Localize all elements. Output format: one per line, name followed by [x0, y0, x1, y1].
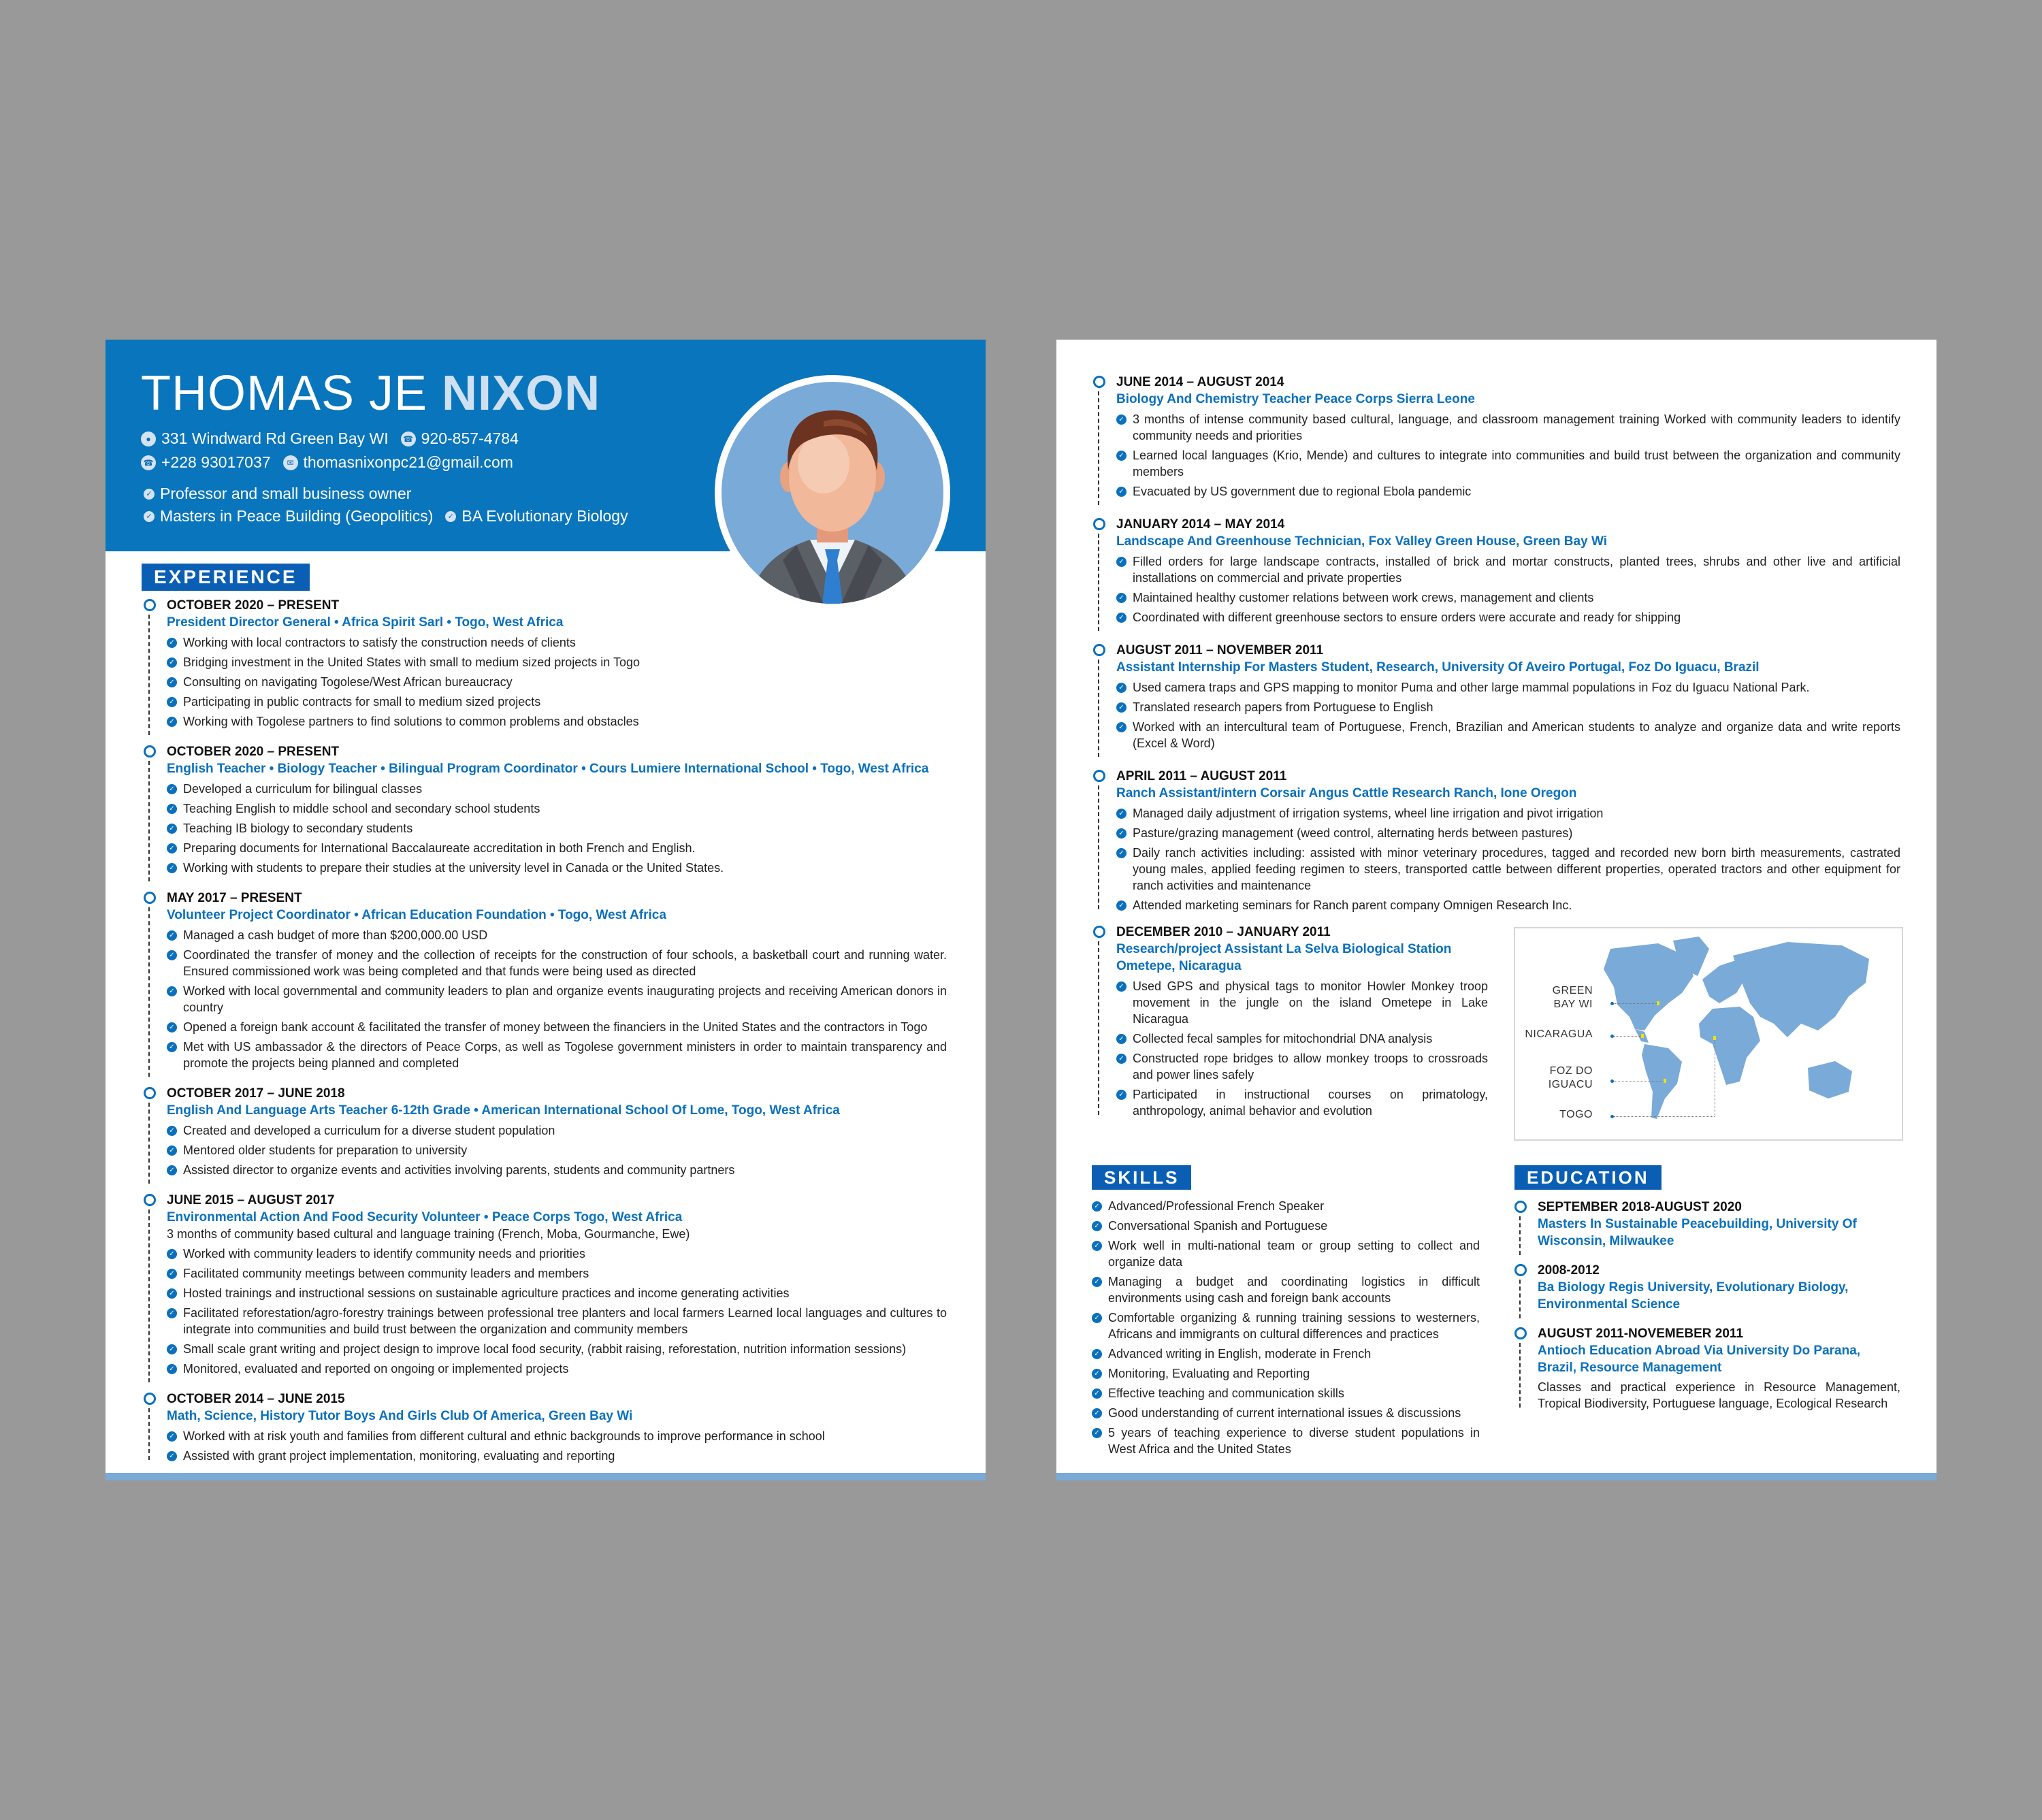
check-circle-icon: ✓ — [1116, 1054, 1127, 1064]
map-label-nicaragua: NICARAGUA — [1525, 1028, 1593, 1040]
avatar — [715, 375, 950, 611]
check-circle-icon: ✓ — [1116, 848, 1127, 858]
skill-item: ✓ Conversational Spanish and Portuguese — [1092, 1218, 1480, 1234]
check-circle-icon: ✓ — [1092, 1369, 1102, 1379]
entry-date: AUGUST 2011 – NOVEMBER 2011 — [1116, 643, 1324, 657]
entry-bullets — [1116, 805, 1900, 913]
check-circle-icon: ✓ — [167, 824, 177, 834]
skill-item: ✓ Advanced writing in English, moderate in French — [1092, 1346, 1480, 1362]
entry-date: OCTOBER 2020 – PRESENT — [167, 598, 340, 613]
contact-email[interactable]: ✉ thomasnixonpc21@gmail.com — [283, 453, 513, 472]
timeline-entry — [1093, 924, 1488, 1119]
timeline-ring-icon — [1514, 1264, 1527, 1276]
email-icon: ✉ — [283, 455, 298, 470]
location-pin-icon: ● — [141, 432, 156, 446]
entry-date: APRIL 2011 – AUGUST 2011 — [1116, 769, 1287, 783]
skills-list — [1092, 1195, 1480, 1457]
entry-date: AUGUST 2011-NOVEMEBER 2011 — [1538, 1327, 1744, 1341]
check-circle-icon: ✓ — [1116, 613, 1127, 623]
skill-item: ✓ Good understanding of current international issues & discussions — [1092, 1405, 1480, 1421]
timeline-ring-icon — [144, 1194, 156, 1206]
section-label-education: EDUCATION — [1514, 1165, 1662, 1190]
map-label-green-bay: GREEN BAY WI — [1552, 985, 1593, 1010]
check-circle-icon: ✓ — [1116, 593, 1127, 603]
bullet-item: ✓ Filled orders for large landscape contracts, installed of brick and mortar constructs, planted trees, shrubs and other live and artificial installations on commercial and private properties — [1116, 553, 1900, 586]
timeline-entry — [1093, 768, 1900, 913]
skill-item: ✓ 5 years of teaching experience to diverse student populations in West Africa and the United States — [1092, 1425, 1480, 1457]
entry-bullets — [167, 1122, 947, 1178]
check-circle-icon: ✓ — [167, 1344, 177, 1354]
entry-date: OCTOBER 2017 – JUNE 2018 — [167, 1086, 345, 1101]
timeline-entry — [1514, 1262, 1900, 1313]
contact-phone-togo[interactable]: ☎ +228 93017037 — [141, 453, 271, 472]
experience-timeline — [144, 597, 947, 1478]
phone-icon: ☎ — [141, 455, 156, 470]
timeline-ring-icon — [144, 599, 156, 611]
map-leader-line — [1614, 1003, 1657, 1004]
phone-icon: ☎ — [401, 432, 416, 446]
entry-date: JANUARY 2014 – MAY 2014 — [1116, 517, 1285, 532]
timeline-ring-icon — [1093, 926, 1105, 938]
bullet-item: ✓ Collected fecal samples for mitochondrial DNA analysis — [1116, 1030, 1488, 1047]
entry-role: Math, Science, History Tutor Boys And Girls Club Of America, Green Bay Wi — [167, 1409, 633, 1423]
entry-role: Volunteer Project Coordinator • African Education Foundation • Togo, West Africa — [167, 908, 666, 922]
timeline-ring-icon — [1093, 644, 1105, 656]
entry-school: Ba Biology Regis University, Evolutionary Biology, Environmental Science — [1538, 1280, 1849, 1312]
bullet-item: ✓ Coordinated the transfer of money and the collection of receipts for the construction of four schools, a basketball court and running water. Ensured commissioned work was being completed and that funds were being used as directed — [167, 947, 947, 979]
check-circle-icon: ✓ — [167, 638, 177, 648]
bullet-item: ✓ Assisted with grant project implementation, monitoring, evaluating and reporting — [167, 1448, 947, 1464]
tag-item: ✓ BA Evolutionary Biology — [445, 507, 628, 525]
skill-item: ✓ Managing a budget and coordinating logistics in difficult environments using cash and foreign bank accounts — [1092, 1273, 1480, 1306]
education-timeline — [1514, 1199, 1900, 1424]
entry-role: English Teacher • Biology Teacher • Bilingual Program Coordinator • Cours Lumiere International School • Togo, West Africa — [167, 762, 929, 776]
bullet-item: ✓ Used GPS and physical tags to monitor Howler Monkey troop movement in the jungle on the island Ometepe in Lake Nicaragua — [1116, 978, 1488, 1027]
entry-date: JUNE 2015 – AUGUST 2017 — [167, 1193, 335, 1207]
timeline-ring-icon — [1514, 1201, 1527, 1213]
contact-phone-us[interactable]: ☎ 920-857-4784 — [401, 429, 519, 448]
check-circle-icon: ✓ — [1092, 1388, 1102, 1399]
bullet-item: ✓ Attended marketing seminars for Ranch parent company Omnigen Research Inc. — [1116, 897, 1900, 913]
timeline-entry — [144, 890, 947, 1071]
check-circle-icon: ✓ — [167, 863, 177, 873]
bullet-item: ✓ Hosted trainings and instructional sessions on sustainable agriculture practices and income generating activities — [167, 1285, 947, 1301]
bullet-item: ✓ Created and developed a curriculum for a diverse student population — [167, 1122, 947, 1139]
check-circle-icon: ✓ — [167, 677, 177, 687]
check-circle-icon: ✓ — [1116, 702, 1127, 713]
timeline-entry — [144, 1085, 947, 1178]
timeline-ring-icon — [144, 1087, 156, 1099]
check-circle-icon: ✓ — [167, 1431, 177, 1442]
check-circle-icon: ✓ — [1116, 1034, 1127, 1044]
bullet-item: ✓ Learned local languages (Krio, Mende) and cultures to integrate into communities and build trust between the organization and community members — [1116, 447, 1900, 480]
check-circle-icon: ✓ — [1116, 415, 1127, 425]
skill-item: ✓ Advanced/Professional French Speaker — [1092, 1198, 1480, 1214]
check-icon: ✓ — [144, 511, 155, 522]
candidate-name — [141, 365, 600, 421]
check-circle-icon: ✓ — [167, 1308, 177, 1318]
bullet-item: ✓ Mentored older students for preparation to university — [167, 1142, 947, 1158]
entry-role: English And Language Arts Teacher 6-12th Grade • American International School Of Lome, Togo, West Africa — [167, 1103, 840, 1118]
timeline-ring-icon — [1093, 518, 1105, 530]
entry-date: OCTOBER 2020 – PRESENT — [167, 745, 340, 759]
check-circle-icon: ✓ — [167, 1165, 177, 1175]
skill-item: ✓ Work well in multi-national team or group setting to collect and organize data — [1092, 1237, 1480, 1270]
check-circle-icon: ✓ — [167, 843, 177, 854]
resume-page-2 — [1056, 340, 1936, 1480]
entry-bullets — [167, 1246, 947, 1377]
entry-role: Ranch Assistant/intern Corsair Angus Cattle Research Ranch, Ione Oregon — [1116, 786, 1577, 800]
check-circle-icon: ✓ — [1116, 828, 1127, 839]
bullet-item: ✓ Maintained healthy customer relations between work crews, management and clients — [1116, 589, 1900, 606]
section-label-skills: SKILLS — [1092, 1165, 1191, 1190]
timeline-entry — [144, 1192, 947, 1377]
check-circle-icon: ✓ — [1092, 1241, 1102, 1251]
bullet-item: ✓ Participating in public contracts for small to medium sized projects — [167, 694, 947, 710]
entry-date: 2008-2012 — [1538, 1263, 1600, 1278]
entry-date: DECEMBER 2010 – JANUARY 2011 — [1116, 925, 1331, 939]
world-map — [1514, 927, 1903, 1141]
check-circle-icon: ✓ — [167, 1269, 177, 1279]
skill-item: ✓ Effective teaching and communication skills — [1092, 1385, 1480, 1401]
entry-date: OCTOBER 2014 – JUNE 2015 — [167, 1392, 345, 1406]
bullet-item: ✓ Developed a curriculum for bilingual classes — [167, 781, 947, 797]
map-leader-line — [1614, 1081, 1664, 1082]
first-name: THOMAS JE — [141, 366, 428, 421]
check-circle-icon: ✓ — [1116, 487, 1127, 497]
check-circle-icon: ✓ — [167, 950, 177, 960]
bullet-item: ✓ Preparing documents for International Baccalaureate accreditation in both French and English. — [167, 840, 947, 856]
timeline-entry — [1514, 1325, 1900, 1412]
bullet-item: ✓ Assisted director to organize events and activities involving parents, students and community partners — [167, 1162, 947, 1178]
person-icon — [722, 382, 943, 604]
map-leader-line — [1614, 1036, 1641, 1037]
bullet-item: ✓ Opened a foreign bank account & facilitated the transfer of money between the financiers in the United States and the contractors in Togo — [167, 1019, 947, 1035]
bullet-item: ✓ Managed a cash budget of more than $200,000.00 USD — [167, 927, 947, 943]
entry-role: Research/project Assistant La Selva Biological Station Ometepe, Nicaragua — [1116, 942, 1452, 973]
check-circle-icon: ✓ — [167, 804, 177, 814]
check-circle-icon: ✓ — [1116, 557, 1127, 567]
bullet-item: ✓ Teaching English to middle school and secondary school students — [167, 800, 947, 817]
entry-role: Landscape And Greenhouse Technician, Fox Valley Green House, Green Bay Wi — [1116, 534, 1607, 549]
check-circle-icon: ✓ — [1092, 1201, 1102, 1212]
timeline-entry — [1093, 374, 1900, 500]
check-circle-icon: ✓ — [167, 697, 177, 707]
bottom-strip — [1056, 1473, 1936, 1480]
map-marker-foz-do-iguacu — [1664, 1079, 1666, 1083]
check-circle-icon: ✓ — [167, 657, 177, 668]
entry-role: Environmental Action And Food Security Volunteer • Peace Corps Togo, West Africa — [167, 1210, 683, 1224]
resume-page-1 — [106, 340, 986, 1480]
check-circle-icon: ✓ — [167, 717, 177, 727]
entry-bullets — [167, 927, 947, 1071]
entry-bullets — [167, 781, 947, 876]
bullet-item: ✓ Used camera traps and GPS mapping to monitor Puma and other large mammal populations in Foz du Iguacu National Park. — [1116, 679, 1900, 696]
bullet-item: ✓ 3 months of intense community based cultural, language, and classroom management training Worked with community leaders to identify community needs and priorities — [1116, 411, 1900, 444]
timeline-ring-icon — [144, 892, 156, 904]
check-circle-icon: ✓ — [167, 1042, 177, 1052]
map-label-togo: TOGO — [1559, 1109, 1593, 1120]
bullet-item: ✓ Translated research papers from Portuguese to English — [1116, 699, 1900, 715]
tag-item: ✓ Professor and small business owner — [144, 485, 411, 503]
timeline-entry — [1093, 516, 1900, 625]
timeline-entry — [144, 1391, 947, 1464]
map-marker-nicaragua — [1641, 1034, 1644, 1038]
timeline-entry — [144, 743, 947, 876]
timeline-ring-icon — [1093, 770, 1105, 782]
bullet-item: ✓ Worked with an intercultural team of Portuguese, French, Brazilian and American students to analyze and organize data and write reports (Excel & Word) — [1116, 719, 1900, 751]
check-circle-icon: ✓ — [167, 1249, 177, 1259]
bullet-item: ✓ Constructed rope bridges to allow monkey troops to crossroads and power lines safely — [1116, 1050, 1488, 1083]
check-circle-icon: ✓ — [1092, 1349, 1102, 1359]
bullet-item: ✓ Met with US ambassador & the directors of Peace Corps, as well as Togolese government ministers in order to maintain transparency and promote the projects being planned and completed — [167, 1039, 947, 1071]
check-circle-icon: ✓ — [1092, 1408, 1102, 1418]
bullet-item: ✓ Worked with at risk youth and families from different cultural and ethnic backgrounds to improve performance in school — [167, 1428, 947, 1444]
contact-address: ● 331 Windward Rd Green Bay WI — [141, 429, 389, 448]
entry-bullets — [1116, 978, 1488, 1119]
bullet-item: ✓ Facilitated reforestation/agro-forestry trainings between professional tree planters and local farmers Learned local languages and cultures to integrate into communities and build trust between the organization and community members — [167, 1305, 947, 1337]
skill-item: ✓ Comfortable organizing & running training sessions to westerners, Africans and immigrants on cultural differences and practices — [1092, 1310, 1480, 1342]
entry-date: MAY 2017 – PRESENT — [167, 891, 302, 905]
bullet-item: ✓ Working with local contractors to satisfy the construction needs of clients — [167, 634, 947, 651]
check-circle-icon: ✓ — [167, 986, 177, 996]
avatar-illustration — [722, 382, 943, 604]
check-circle-icon: ✓ — [167, 1145, 177, 1156]
entry-bullets — [1116, 553, 1900, 625]
check-circle-icon: ✓ — [167, 1288, 177, 1299]
map-marker-green-bay — [1657, 1001, 1659, 1005]
timeline-entry — [144, 597, 947, 730]
check-circle-icon: ✓ — [1092, 1221, 1102, 1231]
entry-role: Assistant Internship For Masters Student, Research, University Of Aveiro Portugal, Foz Do Iguacu, Brazil — [1116, 660, 1760, 675]
map-leader-line — [1614, 1116, 1715, 1117]
check-circle-icon: ✓ — [1092, 1313, 1102, 1323]
entry-bullets — [1116, 411, 1900, 500]
timeline-entry — [1093, 642, 1900, 751]
bullet-item: ✓ Small scale grant writing and project design to improve local food security, (rabbit raising, reforestation, nutrition information sessions) — [167, 1341, 947, 1357]
check-icon: ✓ — [445, 511, 456, 522]
entry-intro: 3 months of community based cultural and language training (French, Moba, Gourmanche, Ewe) — [167, 1227, 690, 1241]
check-circle-icon: ✓ — [167, 1451, 177, 1461]
contact-info — [141, 427, 519, 474]
map-label-foz-do-iguacu: FOZ DO IGUACU — [1548, 1065, 1593, 1090]
bullet-item: ✓ Daily ranch activities including: assisted with minor veterinary procedures, tagged and recorded new born birth measurements, castrated young males, applied feeding regimen to steers, transported cattle between different properties, operated tractors and other equipment for ranch activities and maintenance — [1116, 845, 1900, 894]
timeline-ring-icon — [1093, 376, 1105, 388]
check-circle-icon: ✓ — [167, 930, 177, 941]
check-circle-icon: ✓ — [1116, 1090, 1127, 1100]
check-circle-icon: ✓ — [1092, 1277, 1102, 1287]
check-circle-icon: ✓ — [1116, 722, 1127, 732]
bullet-item: ✓ Teaching IB biology to secondary students — [167, 820, 947, 836]
entry-role: Biology And Chemistry Teacher Peace Corps Sierra Leone — [1116, 392, 1475, 406]
headline-tags — [144, 483, 628, 527]
check-circle-icon: ✓ — [1092, 1428, 1102, 1438]
timeline-ring-icon — [1514, 1327, 1527, 1339]
bullet-item: ✓ Participated in instructional courses on primatology, anthropology, animal behavior and evolution — [1116, 1086, 1488, 1119]
bottom-strip — [106, 1473, 986, 1480]
timeline-ring-icon — [144, 745, 156, 758]
check-circle-icon: ✓ — [1116, 900, 1127, 911]
bullet-item: ✓ Working with Togolese partners to find solutions to common problems and obstacles — [167, 713, 947, 730]
check-icon: ✓ — [144, 489, 155, 500]
bullet-item: ✓ Facilitated community meetings between community leaders and members — [167, 1265, 947, 1282]
entry-date: JUNE 2014 – AUGUST 2014 — [1116, 375, 1284, 389]
entry-detail: Classes and practical experience in Resource Management, Tropical Biodiversity, Portuguese language, Ecological Research — [1538, 1380, 1900, 1410]
bullet-item: ✓ Pasture/grazing management (weed control, alternating herds between pastures) — [1116, 825, 1900, 841]
bullet-item: ✓ Evacuated by US government due to regional Ebola pandemic — [1116, 483, 1900, 500]
experience-timeline-nicaragua — [1093, 924, 1488, 1119]
bullet-item: ✓ Worked with local governmental and community leaders to plan and organize events inaugurating projects and receiving American donors in country — [167, 983, 947, 1015]
check-circle-icon: ✓ — [1116, 451, 1127, 461]
entry-bullets — [167, 634, 947, 730]
timeline-entry — [1514, 1199, 1900, 1250]
tag-item: ✓ Masters in Peace Building (Geopolitics) — [144, 507, 433, 525]
bullet-item: ✓ Consulting on navigating Togolese/West African bureaucracy — [167, 674, 947, 690]
check-circle-icon: ✓ — [167, 784, 177, 794]
timeline-ring-icon — [144, 1393, 156, 1405]
entry-school: Masters In Sustainable Peacebuilding, University Of Wisconsin, Milwaukee — [1538, 1217, 1857, 1248]
map-marker-togo — [1713, 1036, 1716, 1040]
bullet-item: ✓ Managed daily adjustment of irrigation systems, wheel line irrigation and pivot irrigation — [1116, 805, 1900, 822]
check-circle-icon: ✓ — [167, 1126, 177, 1136]
entry-role: President Director General • Africa Spirit Sarl • Togo, West Africa — [167, 615, 564, 630]
bullet-item: ✓ Bridging investment in the United States with small to medium sized projects in Togo — [167, 654, 947, 670]
bullet-item: ✓ Coordinated with different greenhouse sectors to ensure orders were accurate and ready for shipping — [1116, 609, 1900, 625]
skill-item: ✓ Monitoring, Evaluating and Reporting — [1092, 1365, 1480, 1382]
entry-school: Antioch Education Abroad Via University Do Parana, Brazil, Resource Management — [1538, 1344, 1861, 1375]
last-name: NIXON — [442, 366, 601, 421]
bullet-item: ✓ Working with students to prepare their studies at the university level in Canada or the United States. — [167, 860, 947, 876]
check-circle-icon: ✓ — [167, 1022, 177, 1033]
section-label-experience: EXPERIENCE — [142, 564, 310, 591]
entry-bullets — [1116, 679, 1900, 751]
bullet-item: ✓ Worked with community leaders to identify community needs and priorities — [167, 1246, 947, 1262]
check-circle-icon: ✓ — [1116, 683, 1127, 693]
check-circle-icon: ✓ — [1116, 809, 1127, 819]
bullet-item: ✓ Monitored, evaluated and reported on ongoing or implemented projects — [167, 1361, 947, 1377]
entry-bullets — [167, 1428, 947, 1464]
experience-timeline-continued — [1093, 374, 1900, 930]
check-circle-icon: ✓ — [167, 1364, 177, 1374]
check-circle-icon: ✓ — [1116, 981, 1127, 992]
entry-date: SEPTEMBER 2018-AUGUST 2020 — [1538, 1200, 1742, 1214]
